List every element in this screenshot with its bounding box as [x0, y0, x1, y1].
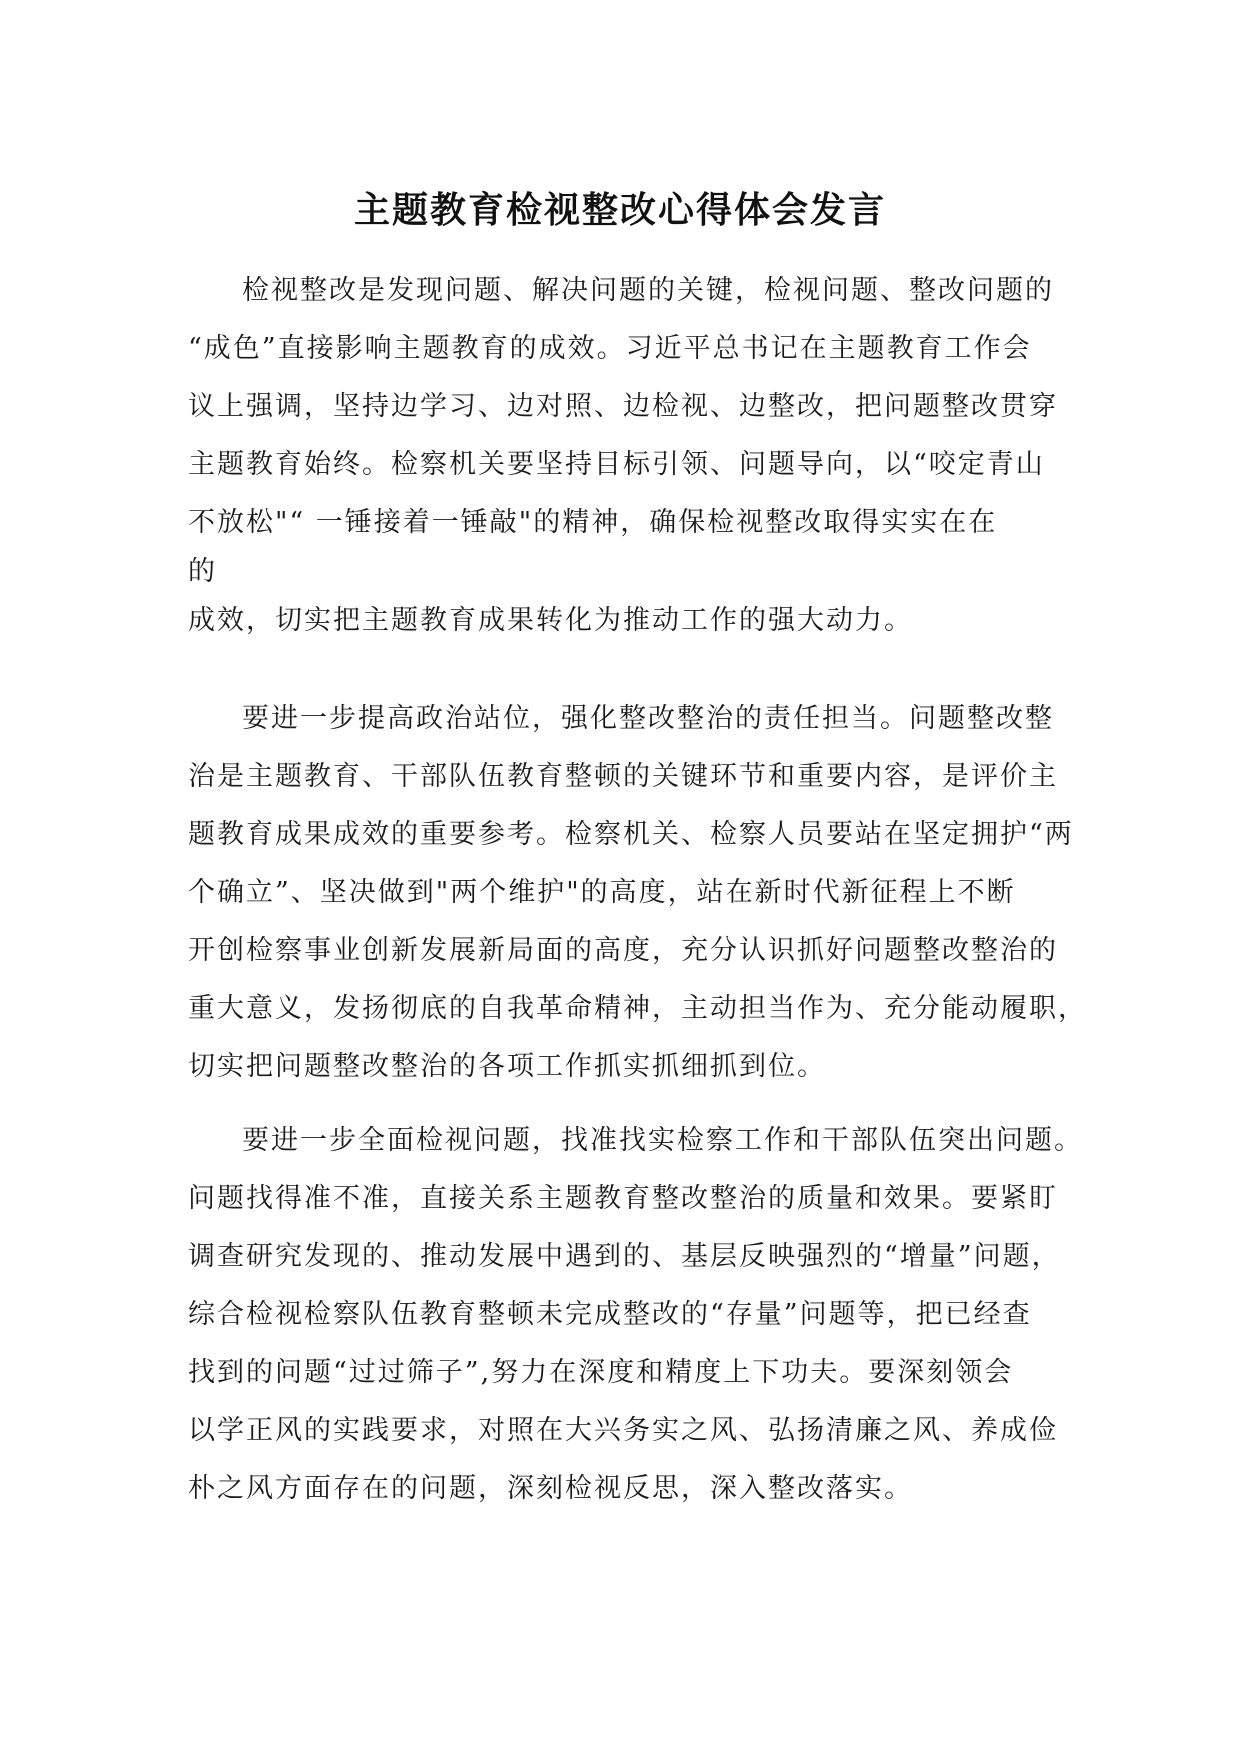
paragraph-1 — [188, 262, 1068, 650]
document-title: 主题教育检视整改心得体会发言 — [353, 189, 886, 231]
paragraph-2 — [188, 690, 1087, 1096]
paragraph-line: 不放松"“ 一锤接着一锤敲"的精神，确保检视整改取得实实在在 — [188, 507, 998, 538]
paragraph-line: 切实把问题整改整治的各项工作抓实抓细抓到位。 — [188, 1051, 826, 1082]
paragraph-line: 以学正风的实践要求，对照在大兴务实之风、弘扬清廉之风、养成俭 — [188, 1415, 1058, 1446]
paragraph-line: 调查研究发现的、推动发展中遇到的、基层反映强烈的“增量”问题， — [188, 1241, 1061, 1272]
paragraph-line: 主题教育始终。检察机关要坚持目标引领、问题导向，以“咬定青山 — [188, 449, 1045, 480]
paragraph-line: 找到的问题“过过筛子”,努力在深度和精度上下功夫。要深刻领会 — [188, 1357, 1014, 1388]
paragraph-line: 要进一步全面检视问题，找准找实检察工作和干部队伍突出问题。 — [242, 1125, 1083, 1156]
paragraph-line: 题教育成果成效的重要参考。检察机关、检察人员要站在坚定拥护“两 — [188, 819, 1074, 850]
paragraph-line: 综合检视检察队伍教育整顿未完成整改的“存量”问题等，把已经查 — [188, 1299, 1032, 1330]
paragraph-line: 朴之风方面存在的问题，深刻检视反思，深入整改落实。 — [188, 1473, 913, 1504]
paragraph-line: 成效，切实把主题教育成果转化为推动工作的强大动力。 — [188, 605, 913, 636]
paragraph-line: 要进一步提高政治站位，强化整改整治的责任担当。问题整改整 — [242, 703, 1054, 734]
paragraph-line: 问题找得准不准，直接关系主题教育整改整治的质量和效果。要紧盯 — [188, 1183, 1058, 1214]
paragraph-line: 议上强调，坚持边学习、边对照、边检视、边整改，把问题整改贯穿 — [188, 391, 1058, 422]
paragraph-line: 治是主题教育、干部队伍教育整顿的关键环节和重要内容，是评价主 — [188, 761, 1058, 792]
paragraph-3 — [188, 1112, 1083, 1518]
paragraph-line: 检视整改是发现问题、解决问题的关键，检视问题、整改问题的 — [242, 275, 1054, 306]
paragraph-line: 的 — [188, 556, 217, 587]
paragraph-line: “成色”直接影响主题教育的成效。习近平总书记在主题教育工作会 — [188, 333, 1032, 364]
paragraph-line: 开创检察事业创新发展新局面的高度，充分认识抓好问题整改整治的 — [188, 935, 1058, 966]
paragraph-line: 重大意义，发扬彻底的自我革命精神，主动担当作为、充分能动履职， — [188, 993, 1087, 1024]
paragraph-line: 个确立”、坚决做到"两个维护"的高度，站在新时代新征程上不断 — [188, 877, 1016, 908]
